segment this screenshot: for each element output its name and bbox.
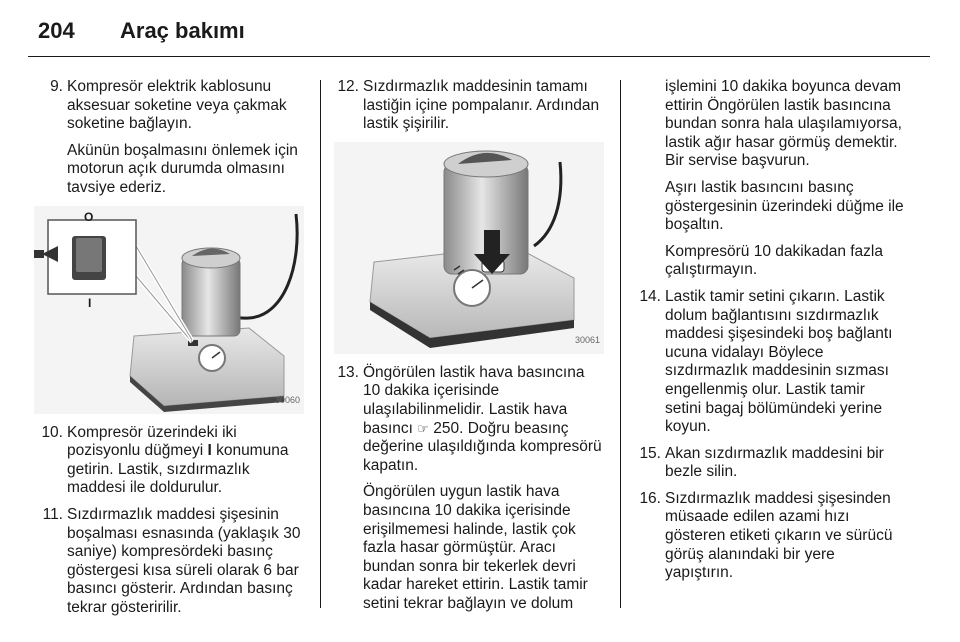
column-3 bbox=[636, 78, 904, 591]
step-number: 9. bbox=[50, 78, 63, 95]
step-text-part: Öngörülen lastik hava basıncına 10 dakika içerisinde ulaşılabilinmelidir. Lastik hava basıncı bbox=[363, 363, 585, 437]
step-number: 11. bbox=[42, 505, 63, 523]
step-number: 12. bbox=[337, 78, 359, 95]
step-13-note: Aşırı lastik basıncını basınç göstergesinin üzerindeki düğme ile boşaltın. bbox=[665, 178, 904, 234]
step-16 bbox=[636, 490, 904, 583]
figure-switch-illustration bbox=[34, 206, 304, 414]
step-text: Sızdırmazlık maddesi şişesinden müsaade edilen azami hızı gösteren etiketi çıkarın ve sürücü görüş alanındaki bir yere yapıştırın. bbox=[665, 489, 893, 582]
figure-compressor-illustration bbox=[334, 142, 604, 354]
switch-position: I bbox=[207, 442, 212, 460]
page-number: 204 bbox=[38, 18, 75, 43]
step-text: Kompresör elektrik kablosunu aksesuar soketine veya çakmak soketine bağlayın. bbox=[67, 78, 287, 133]
step-note: Öngörülen uygun lastik hava basıncına 10 dakika içerisinde erişilmemesi halinde, lastik çok fazla hasar görmüştür. Aracı bundan sonra bir tekerlek devri kadar hareket ettirin. Lastik tamir setini tekrar bağlayın ve dolum bbox=[363, 483, 588, 612]
step-text-part: konumuna getirin. Lastik, sızdırmazlık maddesi ile doldurulur. bbox=[67, 442, 289, 497]
page-reference-icon: ☞ bbox=[417, 420, 429, 436]
step-10 bbox=[38, 424, 304, 498]
column-divider bbox=[320, 80, 321, 608]
step-15 bbox=[636, 445, 904, 482]
compressor-switch-image bbox=[34, 206, 304, 414]
step-number: 15. bbox=[639, 444, 661, 462]
step-text-part: Kompresör üzerindeki iki pozisyonlu düğmeyi bbox=[67, 423, 237, 460]
step-number: 16. bbox=[639, 489, 661, 507]
step-13 bbox=[334, 364, 604, 614]
step-text bbox=[67, 424, 304, 498]
step-12 bbox=[334, 78, 604, 134]
step-text: Sızdırmazlık maddesinin tamamı lastiğin içine pompalanır. Ardından lastik şişirilir. bbox=[363, 78, 600, 133]
figure-code: 30061 bbox=[574, 335, 600, 346]
step-9 bbox=[38, 78, 304, 198]
chapter-title: Araç bakımı bbox=[120, 18, 245, 43]
column-divider bbox=[620, 80, 621, 608]
step-text: Sızdırmazlık maddesi şişesinin boşalması esnasında (yaklaşık 30 saniye) kompresördeki basınç göstergesi kısa süreli olarak 6 bar basıncı gösterir. Ardından basınç tekrar gösteririlir. bbox=[67, 505, 301, 616]
column-2 bbox=[334, 78, 604, 622]
step-text bbox=[363, 364, 604, 476]
step-text: Akan sızdırmazlık maddesini bir bezle silin. bbox=[665, 444, 884, 481]
step-13-note: Kompresörü 10 dakikadan fazla çalıştırmayın. bbox=[665, 242, 883, 279]
switch-label-on: I bbox=[88, 295, 92, 310]
step-number: 10. bbox=[41, 423, 63, 441]
step-number: 14. bbox=[639, 287, 661, 305]
step-text-part: 250. Doğru beasınç değerine ulaşıldığında kompresörü kapatın. bbox=[363, 419, 602, 474]
step-14 bbox=[636, 288, 904, 437]
step-text: Lastik tamir setini çıkarın. Lastik dolum bağlantısını sızdırmazlık maddesi şişesindeki boş bağlantı ucuna vidalayı Böylece sızdırmazlık maddesinin sızması engellenmiş olur. Lastik tamir setini bagaj bölümündeki yerine koyun. bbox=[665, 287, 893, 436]
step-number: 13. bbox=[337, 363, 359, 381]
header-divider bbox=[28, 56, 930, 57]
step-13-continued: işlemini 10 dakika boyunca devam ettirin Öngörülen lastik basıncına bundan sonra hala ulaşılamıyorsa, lastik ağır hasar görmüş demektir. Bir servise başvurun. bbox=[665, 78, 902, 170]
step-11 bbox=[38, 506, 304, 618]
step-note: Akünün boşalmasını önlemek için motorun açık durumda olmasını tavsiye ederiz. bbox=[67, 141, 298, 196]
figure-code: 30060 bbox=[274, 394, 300, 405]
column-1 bbox=[38, 78, 304, 626]
page-header bbox=[28, 12, 932, 52]
compressor-button-image bbox=[334, 142, 604, 354]
switch-label-off: O bbox=[84, 209, 94, 224]
